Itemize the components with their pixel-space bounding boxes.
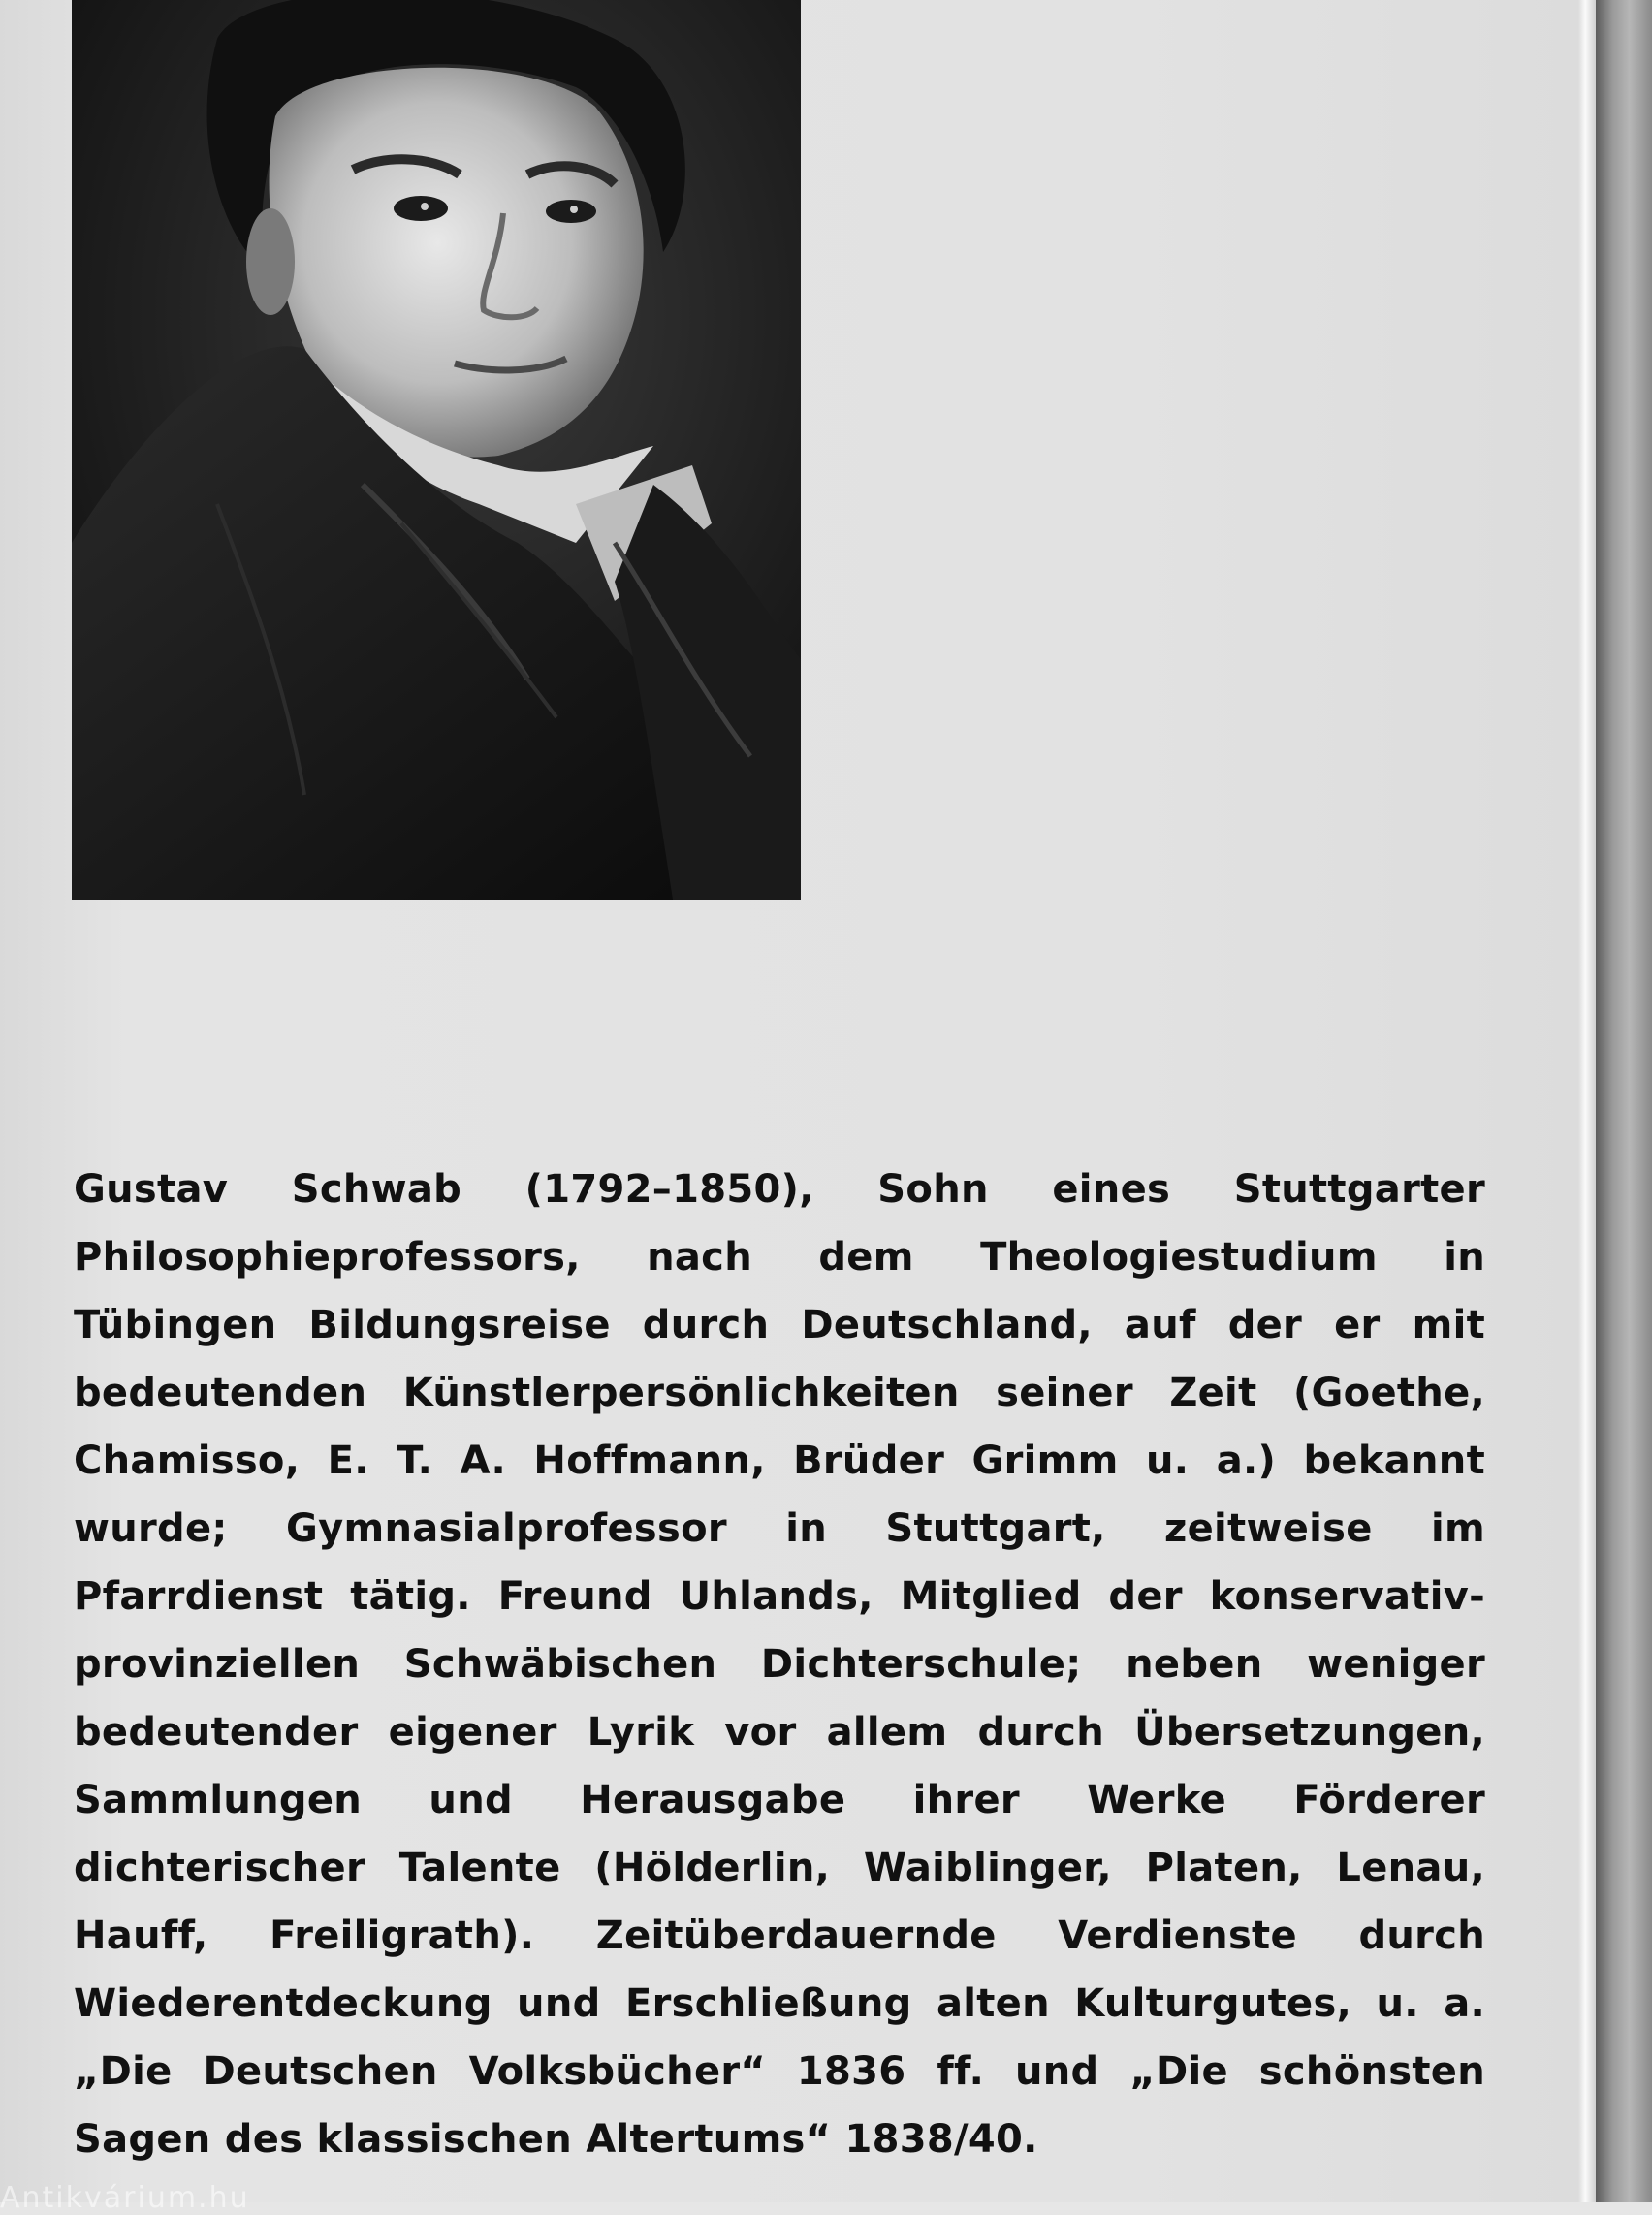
author-biography: Gustav Schwab (1792–1850), Sohn eines Stuttgarter Philosophieprofessors, nach dem Theologiestudium in Tübingen Bildungsreise durch Deutschland, auf der er mit bedeutenden Künstlerpersönlichkeiten seiner Zeit (Goethe, Chamisso, E. T. A. Hoffmann, Brüder Grimm u. a.) bekannt wurde; Gymnasialprofessor in Stuttgart, zeitweise im Pfarrdienst tätig. Freund Uhlands, Mitglied der konservativ-provinziellen Schwäbischen Dichterschule; neben weniger bedeutender eigener Lyrik vor allem durch Übersetzungen, Sammlungen und Herausgabe ihrer Werke Förderer dichterischer Talente (Hölderlin, Waiblinger, Platen, Lenau, Hauff, Freiligrath). Zeitüberdauernde Verdienste durch Wiederentdeckung und Erschließung alten Kulturgutes, u. a. „Die Deutschen Volksbücher“ 1836 ff. und „Die schönsten Sagen des klassischen Altertums“ 1838/40. xyxy=(74,1167,1485,2162)
author-portrait xyxy=(72,0,801,900)
cover-edge xyxy=(1578,0,1596,2202)
portrait-image xyxy=(72,0,801,900)
book-spine xyxy=(1596,0,1652,2202)
watermark: Antikvárium.hu xyxy=(0,2181,250,2215)
